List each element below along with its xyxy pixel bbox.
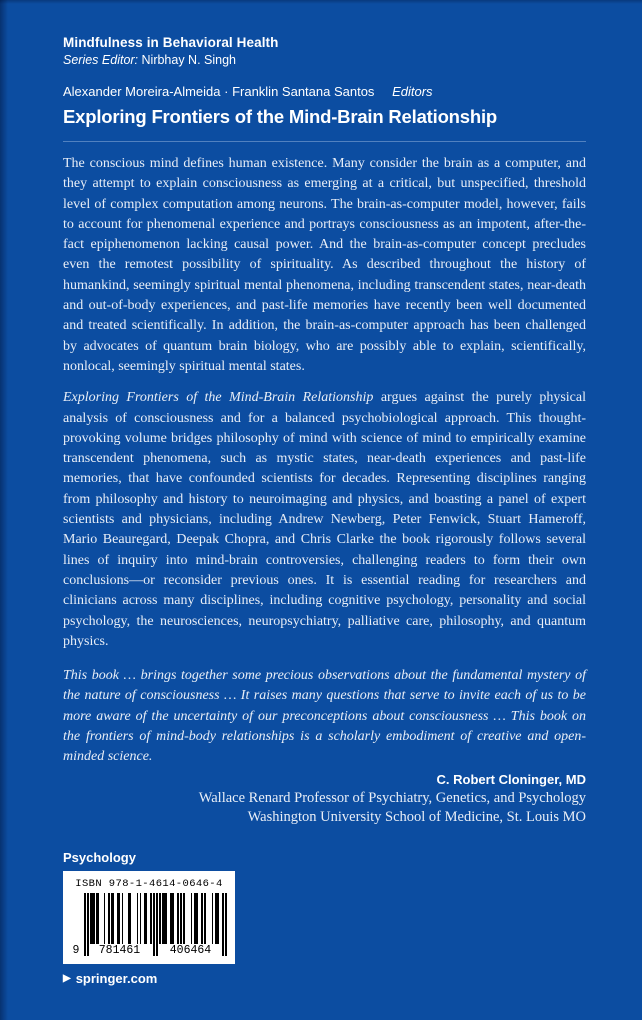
barcode-digit-left: 9 bbox=[72, 943, 80, 957]
series-title: Mindfulness in Behavioral Health bbox=[63, 35, 279, 50]
book-title: Exploring Frontiers of the Mind-Brain Relationship bbox=[63, 106, 498, 127]
authors-line bbox=[63, 84, 586, 100]
series-editor-label: Series Editor: bbox=[63, 53, 139, 67]
barcode-digit-right: 406464 bbox=[160, 944, 221, 958]
category-label: Psychology bbox=[63, 849, 136, 865]
synopsis-paragraph-1: The conscious mind defines human existence. Many consider the brain as a computer, and they attempt to explain consciousness as emerging at a critical, but unspecified, threshold level of complex computation among neurons. The brain-as-computer model, however, fails to account for phenomenal experience and portrays consciousness as an impotent, after-the-fact epiphenomenon lacking causal power. And the brain-as-computer concept precludes even the remotest possibility of spirituality. As described throughout the history of humankind, seemingly spiritual mental phenomena, including transcendent states, near-death and out-of-body experiences, and past-life memories have recently been well documented and treated scientifically. In addition, the brain-as-computer approach has been challenged by advocates of quantum brain biology, who are possibly able to explain, scientifically, nonlocal, seemingly spiritual mental states. bbox=[63, 156, 586, 374]
website-label: springer.com bbox=[75, 970, 158, 986]
reviewer-affiliation: Washington University School of Medicine, St. Louis MO bbox=[247, 808, 586, 825]
series-editor-name: Nirbhay N. Singh bbox=[141, 53, 237, 67]
reviewer-name: C. Robert Cloninger, MD bbox=[436, 771, 586, 787]
review-attribution bbox=[63, 770, 586, 827]
isbn-label: ISBN 978-1-4614-0646-4 bbox=[75, 877, 223, 890]
synopsis-paragraph-2 bbox=[63, 388, 586, 652]
arrow-icon: ▶ bbox=[63, 972, 71, 984]
barcode-digit-mid: 781461 bbox=[89, 944, 150, 958]
book-title-italic: Exploring Frontiers of the Mind-Brain Relationship bbox=[63, 390, 374, 406]
editors-label: Editors bbox=[392, 84, 433, 99]
isbn-barcode-box bbox=[63, 871, 235, 964]
author-names: Alexander Moreira-Almeida · Franklin Santana Santos bbox=[63, 84, 375, 99]
title-divider bbox=[63, 141, 586, 142]
review-quote: This book … brings together some precious observations about the fundamental mystery of the nature of consciousness … It raises many questions that serve to invite each of us to be more aware of the uncertainty of our preconceptions about consciousness … This book on the frontiers of mind-body relationships is a scholarly embodiment of creative and open-minded science. bbox=[63, 668, 586, 765]
synopsis-paragraph-2-text: argues against the purely physical analysis of consciousness and for a balanced psychobiological approach. This thought-provoking volume bridges philosophy of mind with science of mind to empirically examine transcendent phenomena, such as mystic states, near-death experiences and past-life memories, that have confounded scientists for decades. Representing disciplines ranging from philosophy and history to neuroimaging and physics, and boasting a panel of expert scientists and physicians, including Andrew Newberg, Peter Fenwick, Stuart Hameroff, Mario Beauregard, Deepak Chopra, and Chris Clarke the book rigorously follows several lines of inquiry into mind-brain controversies, challenging readers to form their own conclusions—or reconsider previous ones. It is essential reading for researchers and clinicians across many disciplines, including cognitive psychology, personality and social psychology, the neurosciences, neuropsychiatry, palliative care, philosophy, and quantum physics. bbox=[63, 390, 587, 649]
barcode bbox=[72, 893, 227, 958]
springer-website-line bbox=[63, 971, 586, 987]
reviewer-title: Wallace Renard Professor of Psychiatry, Genetics, and Psychology bbox=[198, 789, 586, 806]
series-editor-line bbox=[63, 51, 586, 69]
